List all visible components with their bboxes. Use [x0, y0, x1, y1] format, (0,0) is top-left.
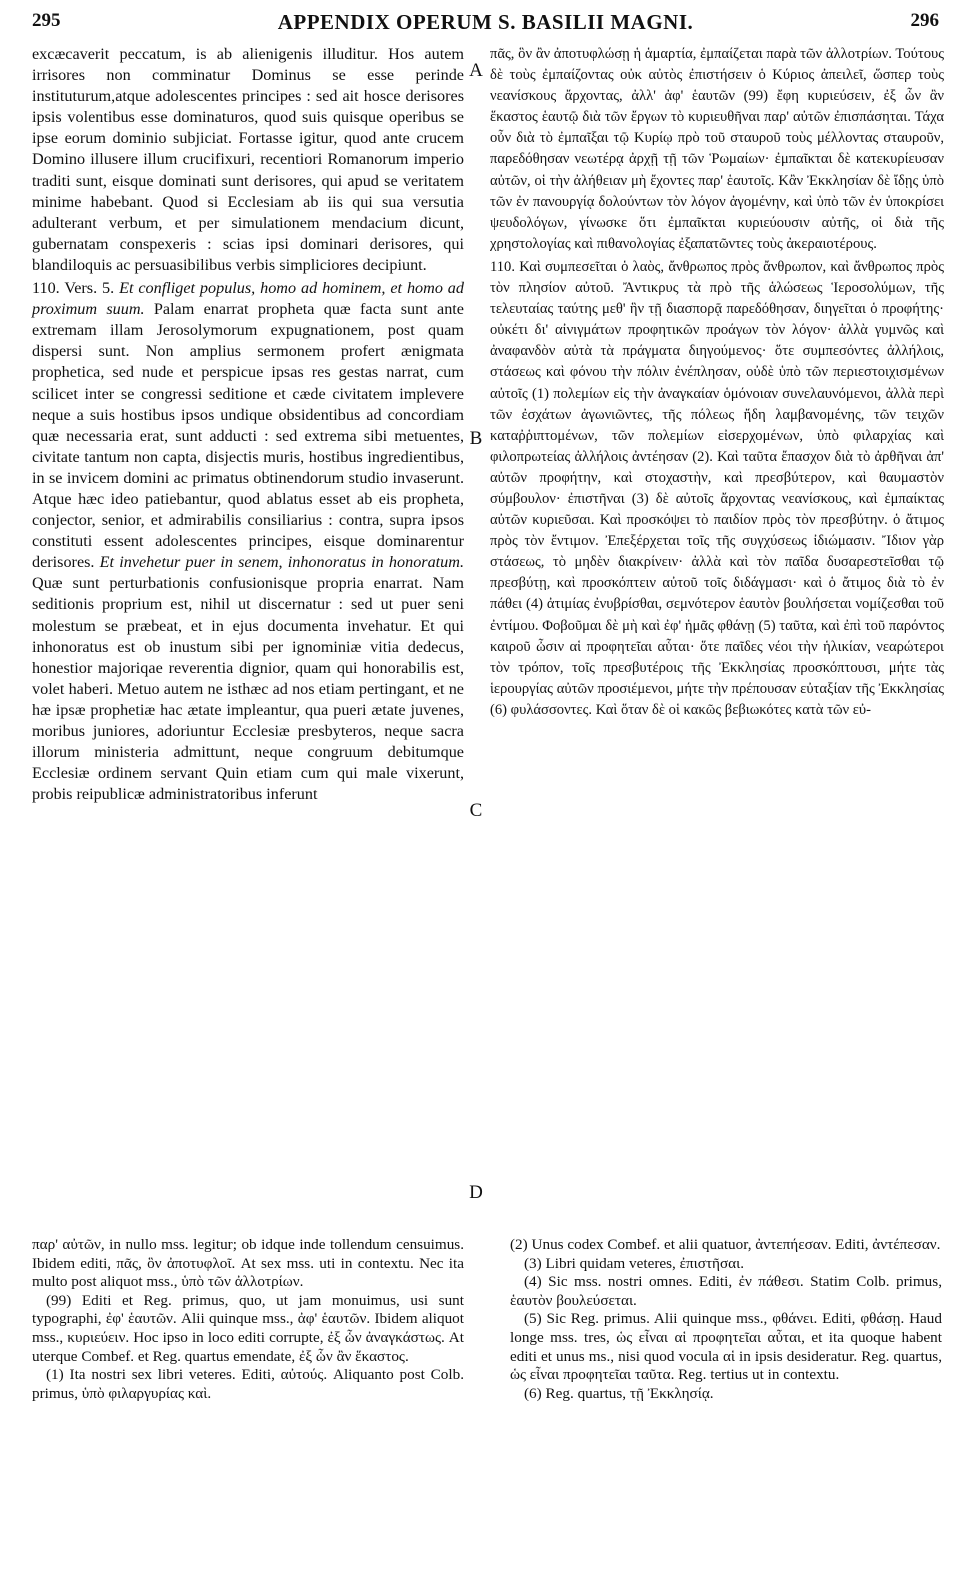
latin-column — [32, 44, 464, 805]
left-page-number: 295 — [32, 10, 61, 31]
margin-letter-b: B — [469, 428, 483, 449]
latin-commentary: Palam enarrat propheta quæ facta sunt ante extremam illam Jerosolymorum expugnationem, post quam dispersi sunt. Non amplius sermonem profert ænigmata prophetica, sed nude et perspicue ipsas res gestas narrat, cum scilicet inter se congressi seditione et cæde civitatem implevere neque a suis hostibus ipsos undique obsidentibus ad concordiam quæ necessaria erat, sunt adducti : sed extrema sibi metuentes, civitate tantum non capta, disjectis muris, hostibus ingredientibus, in se invicem domini ac primatus obtinendorum studio invaserunt. Atque hæc ideo patiebantur, quod ablatus esset ab eis propheta, conjector, senior, et admirabilis consiliarius : contra, supra ipsos constituti essent adolescentes principes, eisque dominarentur derisores. — [32, 300, 464, 572]
right-page-number: 296 — [910, 10, 939, 31]
footnote: (3) Libri quidam veteres, ἐπιστῆσαι. — [524, 1254, 745, 1272]
margin-letter-d: D — [469, 1182, 483, 1203]
greek-paragraph-2: 110. Καὶ συμπεσεῖται ὁ λαὸς, ἄνθρωπος πρὸς ἄνθρωπον, καὶ ἄνθρωπος πρὸς τὸν πλησίον αὐτοῦ. Ἄντικρυς τὰ πρὸ τῆς ἁλώσεως Ἱεροσολύμων, τῆς τελευταίας ταύτης μεθ' ἣν τῇ διασπορᾷ παρεδόθησαν, διηγεῖται ὁ προφήτης· οὐκέτι δι' αἰνιγμάτων προφητικῶν προάγων τὸν λόγον· ἀλλὰ γυμνῶς καὶ ἀναφανδὸν αὐτὰ τὰ πράγματα διηγούμενος· ὅτε συμπεσόντες ἀλλήλοις, στάσεως καὶ φόνου τὴν πόλιν ἐνέπλησαν, οὐδὲ ὑπὸ τῶν περιεστοιχισμένων αὐτοῖς (1) πολεμίων εἰς τὴν ἀναγκαίαν ὁμόνοιαν συνελαυνόμενοι, ἀλλὰ περὶ τῶν ἐσχάτων ἀγωνιῶντες, τῆς πόλεως ἤδη λαμβανομένης, τῶν τειχῶν καταῤῥιπτομένων, τῶν πολεμίων εἰσερχομένων, ὑπὸ φιλαρχίας καὶ φιλοπρωτείας ἀλλήλοις ἀντέησαν (2). Καὶ ταῦτα ἔπασχον διὰ τὸ ἀρθῆναι ἀπ' αὐτῶν προφήτην, καὶ στοχαστὴν, καὶ πρεσβύτερον, καὶ θαυμαστὸν σύμβουλον· ἐπιστῆναι (3) δὲ αὐτοῖς ἄρχοντας νεανίσκους, καὶ ἐμπαίκτας αὐτῶν κυριεῦσαι. Καὶ προσκόψει τὸ παιδίον πρὸς τὸν πρεσβύτην. ὁ ἄτιμος πρὸς τὸν ἔντιμον. Ἐπεξέρχεται τοῖς τῆς συγχύσεως ἰδιώμασιν. Ἴδιον γὰρ στάσεως, τὸ μηδὲν διακρίνειν· ἀλλὰ καὶ τὸν παῖδα δυσαρεστεῖσθαι τῷ πρεσβύτῃ, καὶ προσκόπτειν αὐτοῦ τοῖς διδάγμασι· καὶ ὁ ἄτιμος διὰ τὸ ἐν πάθει (4) ἀτιμίας ἐνυβρίσθαι, σεμνότερον ἑαυτὸν βουλήσεται νομίζεσθαι τοῦ ἐντίμου. Φοβοῦμαι δὲ μὴ καὶ ἐφ' ἡμᾶς φθάνῃ (5) ταῦτα, καὶ ἐπὶ τοῦ παρόντος καιροῦ ὦσιν αἱ προφητεῖαι αὗται· ὅτε παῖδες νέοι τὴν ἡλικίαν, νεαρώτεροι τὸν τρόπον, τοῖς πρεσβυτέροις τῆς Ἐκκλησίας προσκόπτουσι, μήτε τὰς ἱερουργίας αὐτῶν προσιέμενοι, μήτε τὴν πρέπουσαν εὐταξίαν τῆς Ἐκκλησίας (6) φυλάσσοντες. Καὶ ὅταν δὲ οἱ κακῶς βεβιωκότες κατὰ τῶν εὐ- — [490, 258, 944, 718]
margin-letter-c: C — [469, 800, 483, 821]
margin-letter-a: A — [469, 60, 483, 81]
footnotes-right — [510, 1236, 942, 1403]
latin-lemma-2: Et invehetur puer in senem, inhonoratus in honoratum. — [99, 553, 465, 572]
latin-section-number: 110. Vers. 5. — [32, 279, 120, 298]
running-header — [32, 10, 939, 38]
footnotes-left — [32, 1236, 464, 1403]
greek-column — [490, 44, 944, 721]
latin-commentary-2: Quæ sunt perturbationis confusionisque propria enarrat. Nam seditionis proprium est, nihil ut discernatur : sed ut puer seni molestum se præbeat, et in ejus documenta invehatur. Et qui inhonoratus est ob inustum sibi per ignominiæ vitia dedecus, honestior majoriqae reverentia dignior, quam qui honorabilis est, volet haberi. Metuo autem ne isthæc ad nos etiam pertingant, et ne hæ ipsæ prophetiæ hac ætate impleantur, qua pueri ætate juvenes, moribus juniores, adoriuntur Ecclesiæ presbyteros, neque sacra illorum ministeria admittunt, neque congruum debitumque Ecclesiæ ordinem servant Quin etiam cum qui male vixerunt, probis reipublicæ administratoribus inferunt — [32, 574, 464, 804]
latin-paragraph-1: excæcaverit peccatum, is ab alienigenis illuditur. Hos autem irrisores non comminatur Dominus se esse perinde instituturum,atque adolescentes principes : sed ait hosce derisores ipsis volentibus esse dominaturos, quod suis quisque operibus se ipse eorum dominio subjiciat. Fortasse igitur, quod ante crucem Domino illusere illum crucifixuri, recentiori Romanorum imperio traditi sunt, eisque dominati sunt derisores, qui apud se veritatem minime habebant. Quod si Ecclesiam ab iis qui sua versutia adulterant verbum, et per simulationem mendacium dicunt, gubernatam conspexeris : scias ipsi dominari derisores, qui blandiloquis ac persuasibilibus verbis simpliciores decipiunt. — [32, 45, 464, 274]
footnote: (6) Reg. quartus, τῇ Ἐκκλησίᾳ. — [524, 1384, 714, 1402]
footnote: (1) Ita nostri sex libri veteres. Editi, αὐτούς. Aliquanto post Colb. primus, ὑπὸ φιλαργυρίας καὶ. — [32, 1366, 464, 1402]
footnote: (99) Editi et Reg. primus, quo, ut jam monuimus, usi sunt typographi, ἐφ' ἑαυτῶν. Alii quinque mss., ἀφ' ἑαυτῶν. Ibidem aliquot mss., κυριεύειν. Hoc ipso in loco editi corrupte, ἐξ ὧν ἀναγκάστως. At uterque Combef. et Reg. quartus emendate, ἐξ ὧν ἂν ἕκαστος. — [32, 1291, 464, 1365]
footnote: (5) Sic Reg. primus. Alii quinque mss., φθάνει. Editi, φθάσῃ. Haud longe mss. tres, ὡς εἶναι αἱ προφητεῖαι αὗται, et ita quoque habent editi et unus ms., nisi quod vocula αἱ in ipsis desideratur. Reg. quartus, ὡς εἶναι προφητεῖαι ταῦτα. Reg. tertius ut in contextu. — [510, 1310, 942, 1384]
greek-paragraph-1: πᾶς, ὃν ἂν ἀποτυφλώσῃ ἡ ἁμαρτία, ἐμπαίζεται παρὰ τῶν ἀλλοτρίων. Τούτους δὲ τοὺς ἐμπαίζοντας οὐκ αὐτὸς ἐπιστήσειν ὁ Κύριος ἀπειλεῖ, ὥσπερ τοὺς νεανίσκους ἄρχοντας, ἀλλ' ἀφ' ἑαυτῶν (99) ἔφη κυριεύσειν, ἐξ ὧν ἂν ἕκαστος ἑαυτῷ διὰ τῶν ἔργων τὸ κυριευθῆναι παρ' αὐτῶν ἐπισπάσηται. Τάχα οὖν διὰ τὸ ἐμπαῖξαι τῷ Κυρίῳ πρὸ τοῦ σταυροῦ τοὺς μέλλοντας σταυροῦν, παρεδόθησαν νεωτέρᾳ ἀρχῇ τῇ τῶν Ῥωμαίων· ἐμπαῖκται δὲ κατεκυρίευσαν αὐτῶν, οἱ τὴν ἀλήθειαν μὴ ἔχοντες παρ' ἑαυτοῖς. Κἂν Ἐκκλησίαν δὲ ἴδῃς ὑπὸ τῶν ἐν πανουργίᾳ δολούντων τὸν λόγον ἀγομένην, καὶ ὑπὸ τῶν ἐν ὑποκρίσει ψευδολόγων, γίνωσκε ὅτι ἐμπαῖκται κυριεύουσιν αὐτῆς, οἱ διὰ τῆς χρηστολογίας καὶ πιθανολογίας ἐξαπατῶντες τοὺς ἀκεραιοτέρους. — [490, 46, 944, 252]
footnote: (2) Unus codex Combef. et alii quatuor, ἀντεπήεσαν. Editi, ἀντέπεσαν. — [510, 1236, 941, 1253]
running-title: APPENDIX OPERUM S. BASILII MAGNI. — [277, 10, 694, 34]
footnote: παρ' αὐτῶν, in nullo mss. legitur; ob idque inde tollendum censuimus. Ibidem editi, πᾶς, ὃν ἀποτυφλοῖ. At sex mss. uti in contextu. Nec ita multo post aliquot mss., ὑπὸ τῶν ἀλλοτρίων. — [32, 1236, 464, 1291]
footnote: (4) Sic mss. nostri omnes. Editi, ἐν πάθεσι. Statim Colb. primus, ἑαυτὸν βουλεύσεται. — [510, 1273, 942, 1309]
latin-paragraph-2 — [32, 278, 464, 805]
latin-lemma: Et confliget populus, homo ad hominem, et homo ad proximum suum. — [32, 279, 464, 319]
